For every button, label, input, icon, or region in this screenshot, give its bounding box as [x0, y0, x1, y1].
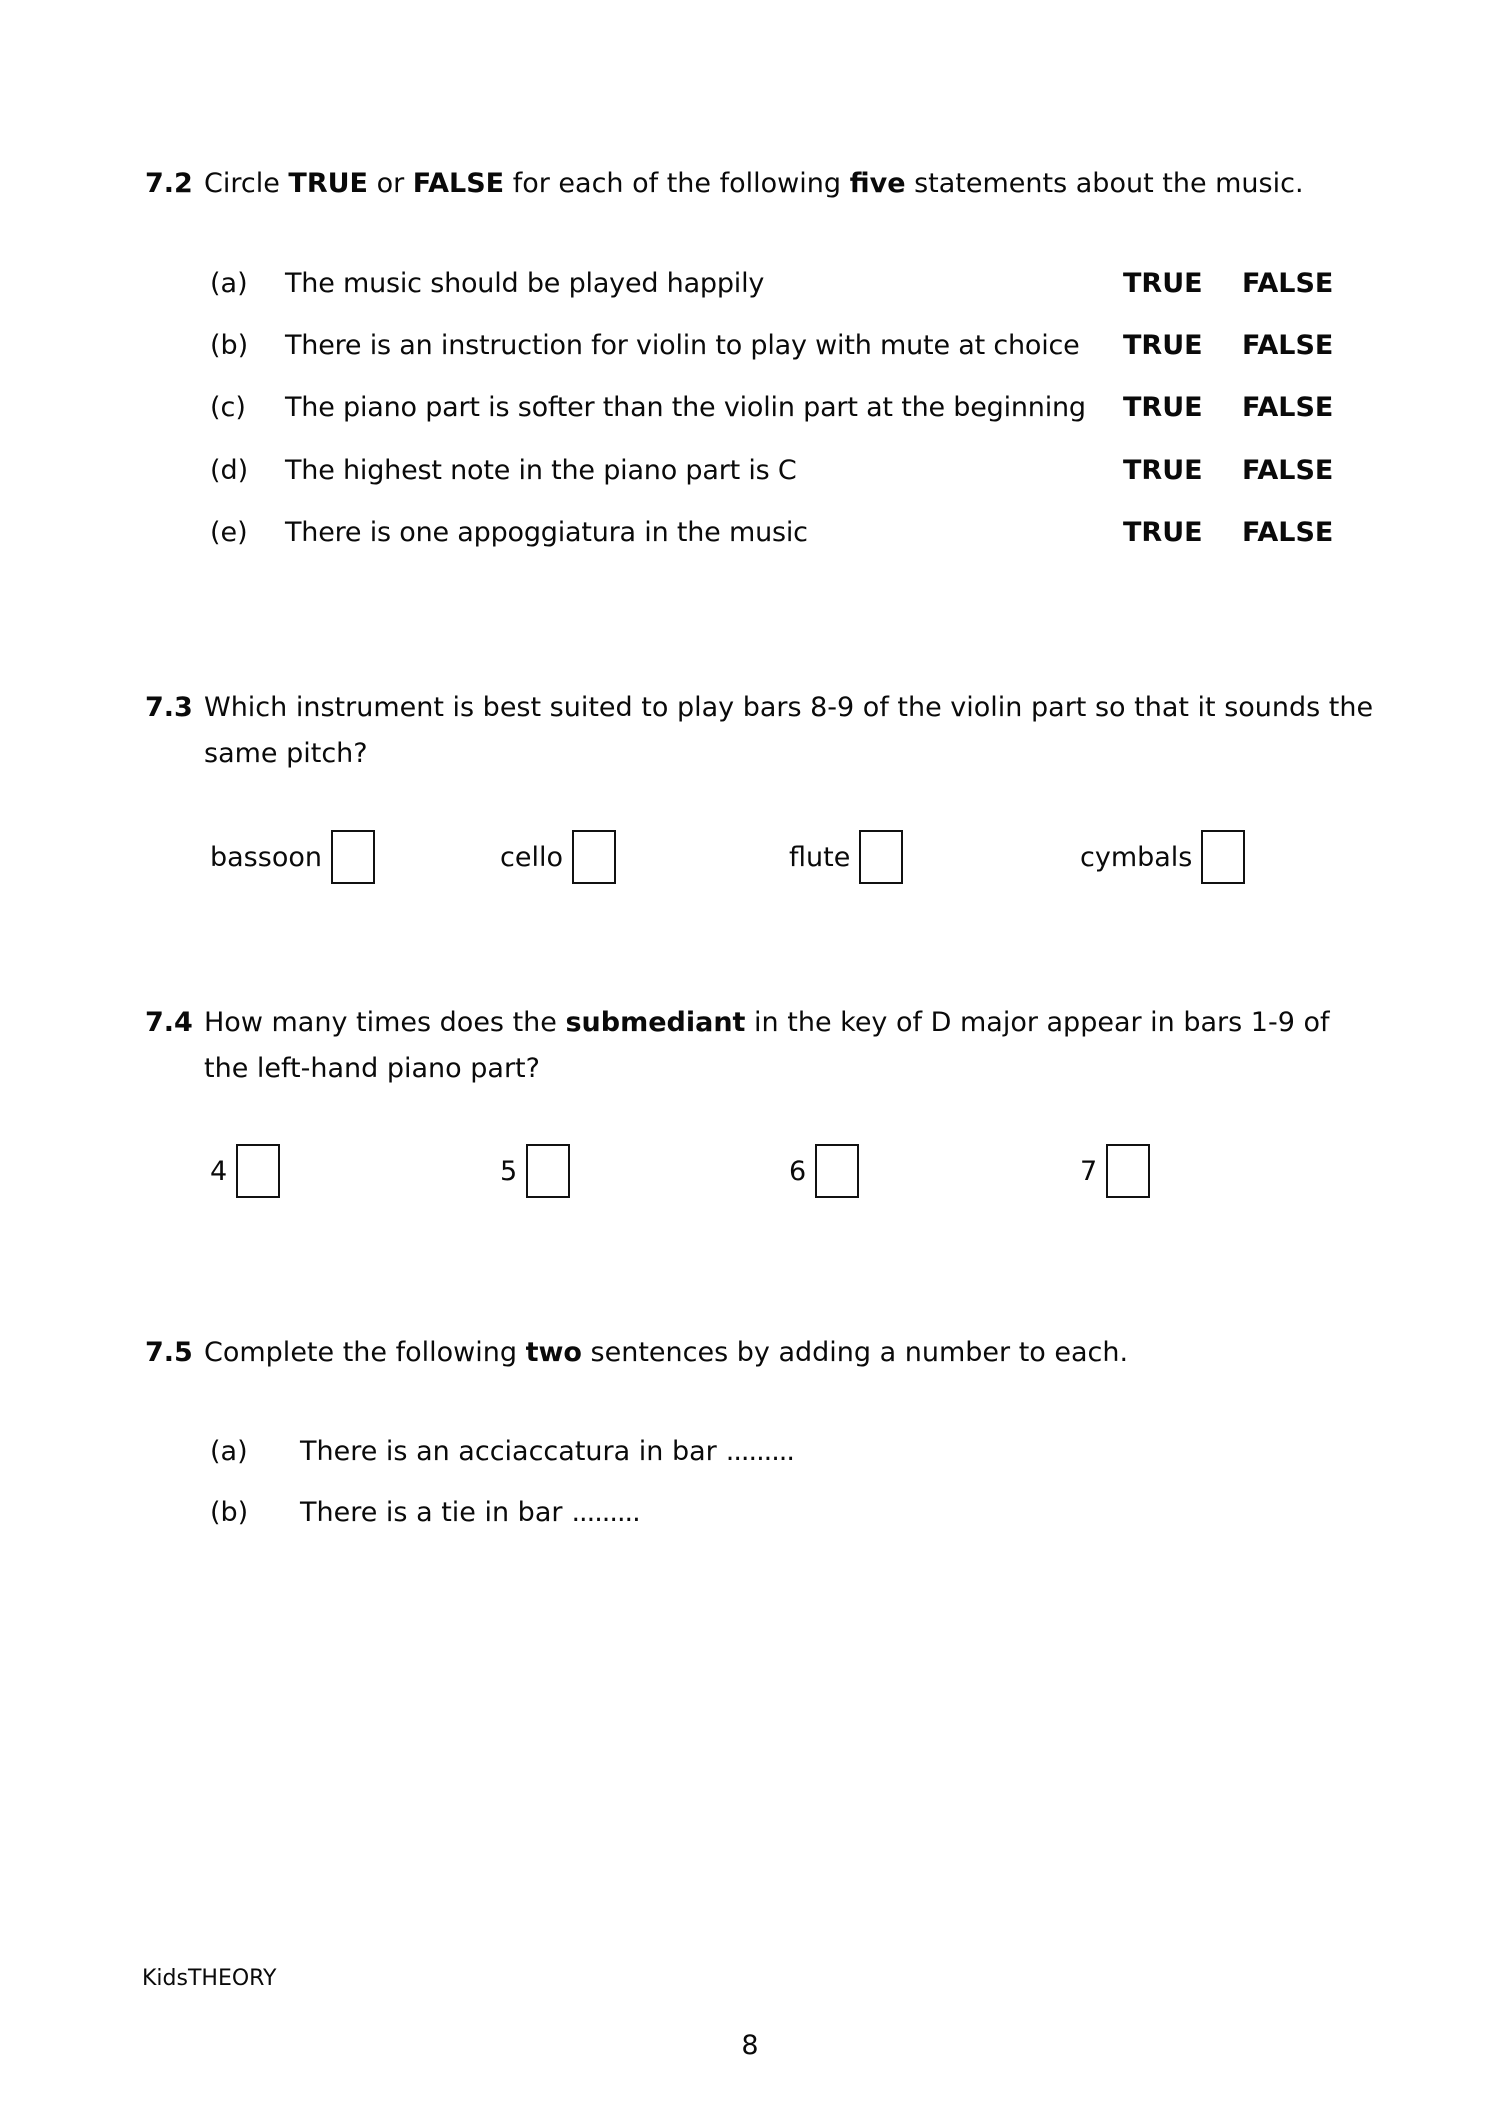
- option-group: [500, 1142, 570, 1200]
- false-option[interactable]: FALSE: [1242, 517, 1334, 548]
- question-7-4-heading: [145, 1000, 1354, 1092]
- true-option[interactable]: TRUE: [1123, 268, 1203, 299]
- statement-label: (a): [210, 268, 248, 299]
- sentence-row: [0, 1436, 1500, 1468]
- option-group: [1080, 828, 1245, 886]
- true-option[interactable]: TRUE: [1123, 392, 1203, 423]
- statement-row: [0, 330, 1500, 362]
- statement-text: There is one appoggiatura in the music: [285, 517, 808, 548]
- answer-checkbox[interactable]: [1201, 830, 1245, 884]
- answer-checkbox[interactable]: [1106, 1144, 1150, 1198]
- answer-checkbox[interactable]: [236, 1144, 280, 1198]
- footer-brand: KidsTHEORY: [142, 1966, 277, 1991]
- option-label: flute: [789, 841, 851, 873]
- answer-checkbox[interactable]: [859, 830, 903, 884]
- number-options-row: [0, 1142, 1500, 1200]
- option-label: bassoon: [210, 841, 322, 873]
- statement-row: [0, 517, 1500, 549]
- option-group: [1080, 1142, 1150, 1200]
- false-option[interactable]: FALSE: [1242, 455, 1334, 486]
- statement-text: The piano part is softer than the violin part at the beginning: [285, 392, 1086, 423]
- question-number: 7.3: [145, 692, 193, 723]
- false-option[interactable]: FALSE: [1242, 268, 1334, 299]
- answer-blank[interactable]: .........: [571, 1497, 640, 1528]
- statement-row: [0, 268, 1500, 300]
- statement-label: (c): [210, 392, 246, 423]
- question-number: 7.4: [145, 1007, 193, 1038]
- option-label: cello: [500, 841, 563, 873]
- true-option[interactable]: TRUE: [1123, 517, 1203, 548]
- option-group: [789, 1142, 859, 1200]
- sentence-body: There is an acciaccatura in bar: [300, 1436, 717, 1467]
- sentence-row: [0, 1497, 1500, 1529]
- option-group: [210, 828, 375, 886]
- sentence-body: There is a tie in bar: [300, 1497, 563, 1528]
- option-label: 7: [1080, 1155, 1098, 1187]
- sentence-label: (b): [210, 1497, 249, 1528]
- question-prompt: Complete the following two sentences by adding a number to each.: [204, 1337, 1129, 1368]
- answer-checkbox[interactable]: [526, 1144, 570, 1198]
- question-7-3-heading: [145, 685, 1404, 777]
- false-option[interactable]: FALSE: [1242, 330, 1334, 361]
- statement-row: [0, 455, 1500, 487]
- question-prompt: How many times does the submediant in the key of D major appear in bars 1-9 of the left-hand piano part?: [204, 1007, 1330, 1084]
- answer-blank[interactable]: .........: [725, 1436, 794, 1467]
- sentence-text: [300, 1436, 794, 1468]
- question-7-5-heading: [145, 1337, 1128, 1369]
- true-option[interactable]: TRUE: [1123, 455, 1203, 486]
- page-number: 8: [741, 2030, 759, 2061]
- answer-checkbox[interactable]: [331, 830, 375, 884]
- statement-row: [0, 392, 1500, 424]
- option-label: 5: [500, 1155, 518, 1187]
- statement-label: (d): [210, 455, 249, 486]
- option-label: 4: [210, 1155, 228, 1187]
- question-number: 7.5: [145, 1337, 193, 1368]
- statement-label: (b): [210, 330, 249, 361]
- question-prompt: Circle TRUE or FALSE for each of the following five statements about the music.: [204, 168, 1304, 199]
- instrument-options-row: [0, 828, 1500, 886]
- answer-checkbox[interactable]: [572, 830, 616, 884]
- question-7-2-heading: [145, 168, 1304, 200]
- statement-text: The highest note in the piano part is C: [285, 455, 797, 486]
- statement-label: (e): [210, 517, 248, 548]
- option-label: 6: [789, 1155, 807, 1187]
- option-group: [500, 828, 616, 886]
- false-option[interactable]: FALSE: [1242, 392, 1334, 423]
- statement-text: There is an instruction for violin to play with mute at choice: [285, 330, 1080, 361]
- question-prompt: Which instrument is best suited to play bars 8-9 of the violin part so that it sounds the same pitch?: [204, 692, 1374, 769]
- true-option[interactable]: TRUE: [1123, 330, 1203, 361]
- option-label: cymbals: [1080, 841, 1193, 873]
- option-group: [789, 828, 903, 886]
- question-number: 7.2: [145, 168, 193, 199]
- sentence-text: [300, 1497, 640, 1529]
- option-group: [210, 1142, 280, 1200]
- statement-text: The music should be played happily: [285, 268, 765, 299]
- answer-checkbox[interactable]: [815, 1144, 859, 1198]
- sentence-label: (a): [210, 1436, 248, 1467]
